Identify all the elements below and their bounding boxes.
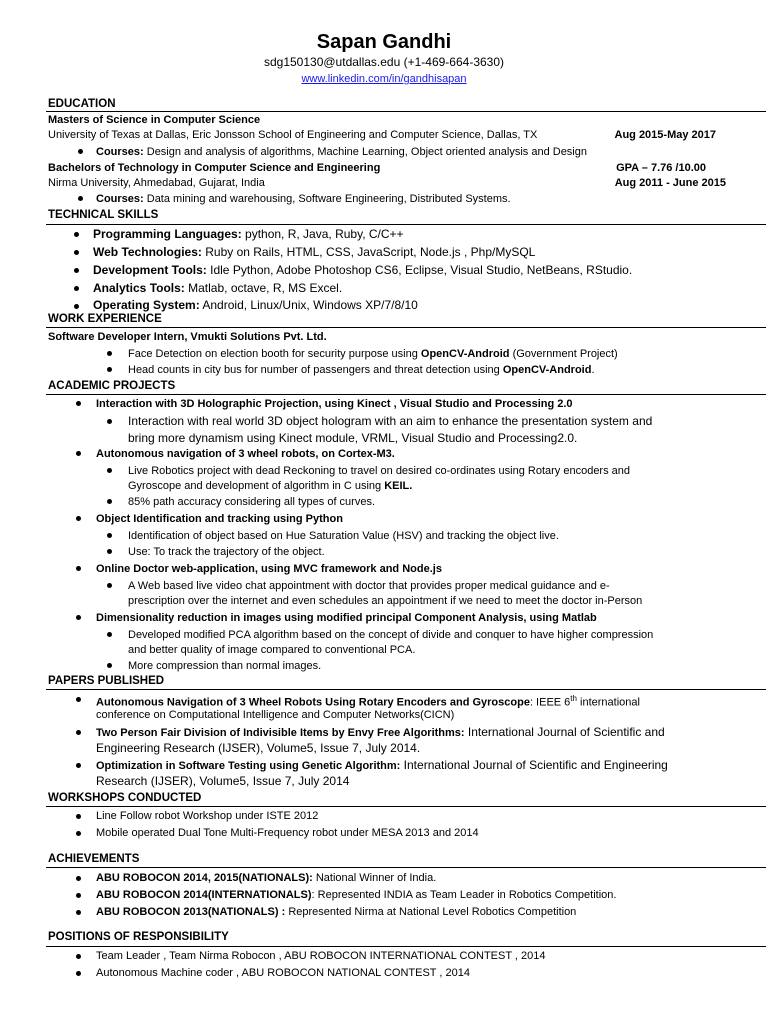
- bullet-icon: [107, 499, 112, 504]
- project-detail: bring more dynamism using Kinect module, VRML, Visual Studio and Processing2.0.: [128, 431, 578, 445]
- linkedin-link[interactable]: www.linkedin.com/in/gandhisapan: [301, 73, 467, 85]
- section-title-achievements: ACHIEVEMENTS: [48, 853, 140, 865]
- skill-label: Analytics Tools:: [93, 281, 185, 295]
- skill-item: [93, 226, 404, 242]
- bt-gpa: GPA – 7.76 /10.00: [616, 162, 706, 174]
- ms-degree: Masters of Science in Computer Science: [48, 114, 261, 126]
- work-bullet: Face Detection on election booth for security purpose using OpenCV-Android (Government Project): [128, 348, 618, 360]
- bullet-icon: [107, 367, 112, 372]
- bullet-icon: [76, 401, 81, 406]
- skill-item: [93, 262, 632, 278]
- bt-courses-text: Data mining and warehousing, Software Engineering, Distributed Systems.: [143, 193, 511, 205]
- bullet-icon: [76, 814, 81, 819]
- project-detail: Gyroscope and development of algorithm in C using KEIL.: [128, 480, 413, 492]
- section-divider: [46, 111, 766, 112]
- project-detail: prescription over the internet and even schedules an appointment if we need to meet the doctor in-Person: [128, 595, 643, 607]
- section-divider: [46, 224, 766, 225]
- bullet-icon: [74, 304, 79, 309]
- bullet-icon: [76, 971, 81, 976]
- bullet-icon: [76, 893, 81, 898]
- bullet-icon: [76, 831, 81, 836]
- bullet-icon: [76, 954, 81, 959]
- ms-dates: Aug 2015-May 2017: [614, 129, 716, 141]
- bt-dates: Aug 2011 - June 2015: [614, 177, 726, 189]
- skill-text: Android, Linux/Unix, Windows XP/7/8/10: [199, 298, 418, 312]
- section-divider: [46, 946, 766, 947]
- bullet-icon: [78, 196, 83, 201]
- project-detail: Interaction with real world 3D object hologram with an aim to enhance the presentation system and: [128, 414, 653, 428]
- achievement-item: ABU ROBOCON 2014(INTERNATIONALS): Represented INDIA as Team Leader in Robotics Competition.: [96, 889, 617, 901]
- bt-courses-label: Courses:: [96, 193, 144, 205]
- workshop-item: Mobile operated Dual Tone Multi-Frequency robot under MESA 2013 and 2014: [96, 827, 479, 839]
- section-title-papers: PAPERS PUBLISHED: [48, 675, 165, 687]
- bullet-icon: [107, 583, 112, 588]
- project-detail: Live Robotics project with dead Reckoning to travel on desired co-ordinates using Rotary encoders and: [128, 465, 631, 477]
- bullet-icon: [76, 615, 81, 620]
- paper-entry: Two Person Fair Division of Indivisible Items by Envy Free Algorithms: International Journal of Scientific and: [96, 725, 665, 739]
- bullet-icon: [74, 268, 79, 273]
- skill-item: [93, 280, 342, 296]
- bullet-icon: [76, 910, 81, 915]
- section-divider: [46, 689, 766, 690]
- project-detail: Developed modified PCA algorithm based on the concept of divide and conquer to have higher compression: [128, 629, 654, 641]
- section-title-workshops: WORKSHOPS CONDUCTED: [48, 792, 202, 804]
- ms-school: University of Texas at Dallas, Eric Jonsson School of Engineering and Computer Science, Dallas, TX: [48, 129, 538, 141]
- bullet-icon: [74, 250, 79, 255]
- section-title-work: WORK EXPERIENCE: [48, 313, 162, 325]
- workshop-item: Line Follow robot Workshop under ISTE 2012: [96, 810, 319, 822]
- ms-courses-label: Courses:: [96, 146, 144, 158]
- project-detail: and better quality of image compared to conventional PCA.: [128, 644, 416, 656]
- section-title-skills: TECHNICAL SKILLS: [48, 209, 159, 221]
- bullet-icon: [74, 286, 79, 291]
- ms-courses-text: Design and analysis of algorithms, Machine Learning, Object oriented analysis and Design: [143, 146, 587, 158]
- section-title-education: EDUCATION: [48, 98, 116, 110]
- section-title-projects: ACADEMIC PROJECTS: [48, 380, 176, 392]
- skill-text: Matlab, octave, R, MS Excel.: [184, 281, 343, 295]
- skill-item: [93, 297, 418, 313]
- bullet-icon: [76, 697, 81, 702]
- work-bullet: Head counts in city bus for number of passengers and threat detection using OpenCV-Android.: [128, 364, 595, 376]
- project-title: Autonomous navigation of 3 wheel robots, on Cortex-M3.: [96, 448, 395, 460]
- skill-text: Ruby on Rails, HTML, CSS, JavaScript, Node.js , Php/MySQL: [201, 245, 536, 259]
- project-title: Online Doctor web-application, using MVC framework and Node.js: [96, 563, 442, 575]
- bullet-icon: [74, 232, 79, 237]
- bullet-icon: [76, 516, 81, 521]
- bullet-icon: [76, 451, 81, 456]
- paper-entry-cont: Engineering Research (IJSER), Volume5, Issue 7, July 2014.: [96, 741, 421, 755]
- bullet-icon: [107, 632, 112, 637]
- candidate-name: Sapan Gandhi: [316, 31, 452, 53]
- project-detail: Use: To track the trajectory of the object.: [128, 546, 325, 558]
- project-detail: A Web based live video chat appointment with doctor that provides proper medical guidance and e-: [128, 580, 610, 592]
- contact-info: sdg150130@utdallas.edu (+1-469-664-3630): [263, 55, 505, 69]
- section-divider: [46, 327, 766, 328]
- bullet-icon: [78, 149, 83, 154]
- bt-degree: Bachelors of Technology in Computer Science and Engineering: [48, 162, 381, 174]
- bullet-icon: [76, 566, 81, 571]
- bullet-icon: [107, 468, 112, 473]
- bullet-icon: [107, 351, 112, 356]
- project-detail: 85% path accuracy considering all types of curves.: [128, 496, 376, 508]
- position-item: Autonomous Machine coder , ABU ROBOCON NATIONAL CONTEST , 2014: [96, 967, 470, 979]
- skill-label: Operating System:: [93, 298, 200, 312]
- achievement-item: ABU ROBOCON 2013(NATIONALS) : Represented Nirma at National Level Robotics Competition: [96, 906, 577, 918]
- section-title-positions: POSITIONS OF RESPONSIBILITY: [48, 931, 229, 943]
- skill-label: Development Tools:: [93, 263, 207, 277]
- bt-school: Nirma University, Ahmedabad, Gujarat, India: [48, 177, 265, 189]
- position-item: Team Leader , Team Nirma Robocon , ABU ROBOCON INTERNATIONAL CONTEST , 2014: [96, 950, 546, 962]
- skill-label: Programming Languages:: [93, 227, 242, 241]
- bt-courses: [96, 192, 511, 206]
- section-divider: [46, 867, 766, 868]
- bullet-icon: [76, 876, 81, 881]
- paper-entry-cont: conference on Computational Intelligence and Computer Networks(CICN): [96, 709, 455, 721]
- skill-text: python, R, Java, Ruby, C/C++: [241, 227, 404, 241]
- paper-entry: Optimization in Software Testing using Genetic Algorithm: International Journal of Scientific and Engineering: [96, 758, 668, 772]
- work-role: Software Developer Intern, Vmukti Solutions Pvt. Ltd.: [48, 331, 327, 343]
- paper-entry-cont: Research (IJSER), Volume5, Issue 7, July 2014: [96, 774, 350, 788]
- skill-item: [93, 244, 535, 260]
- skill-label: Web Technologies:: [93, 245, 202, 259]
- project-title: Interaction with 3D Holographic Projection, using Kinect , Visual Studio and Processing 2.0: [96, 398, 573, 410]
- bullet-icon: [107, 549, 112, 554]
- bullet-icon: [107, 663, 112, 668]
- section-divider: [46, 394, 766, 395]
- project-title: Object Identification and tracking using Python: [96, 513, 343, 525]
- project-detail: Identification of object based on Hue Saturation Value (HSV) and tracking the object live.: [128, 530, 559, 542]
- paper-entry: Autonomous Navigation of 3 Wheel Robots Using Rotary Encoders and Gyroscope: IEEE 6th international: [96, 694, 640, 709]
- bullet-icon: [76, 730, 81, 735]
- skill-text: Idle Python, Adobe Photoshop CS6, Eclipse, Visual Studio, NetBeans, RStudio.: [206, 263, 633, 277]
- achievement-item: ABU ROBOCON 2014, 2015(NATIONALS): National Winner of India.: [96, 872, 437, 884]
- project-detail: More compression than normal images.: [128, 660, 322, 672]
- ms-courses: [96, 145, 587, 159]
- project-title: Dimensionality reduction in images using modified principal Component Analysis, using Matlab: [96, 612, 597, 624]
- bullet-icon: [107, 533, 112, 538]
- bullet-icon: [76, 763, 81, 768]
- bullet-icon: [107, 419, 112, 424]
- section-divider: [46, 806, 766, 807]
